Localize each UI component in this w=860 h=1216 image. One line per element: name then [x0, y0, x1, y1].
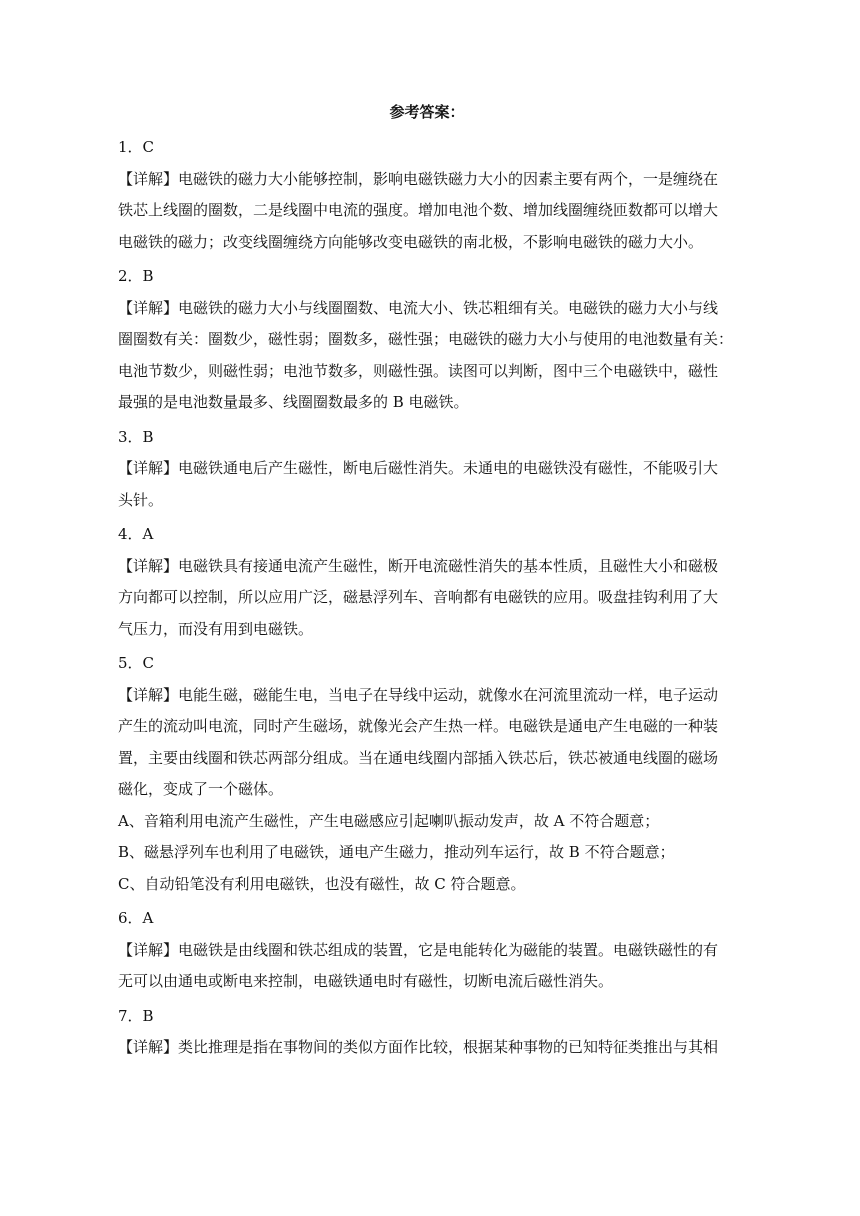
- answer-item-7: [118, 1001, 736, 1064]
- answer-item-2: [118, 261, 736, 419]
- explanation-line: 气压力，而没有用到电磁铁。: [118, 619, 314, 638]
- explanation-line: 方向都可以控制，所以应用广泛，磁悬浮列车、音响都有电磁铁的应用。吸盘挂钩利用了大: [118, 588, 719, 606]
- answer-item-4: [118, 519, 736, 645]
- answer-item-3: [118, 422, 736, 517]
- option-analysis-line: B、磁悬浮列车也利用了电磁铁，通电产生磁力，推动列车运行，故 B 不符合题意；: [118, 843, 675, 861]
- explanation-line: 【详解】电磁铁的磁力大小与线圈圈数、电流大小、铁芯粗细有关。电磁铁的磁力大小与线: [118, 298, 719, 317]
- answer-item-5: [118, 648, 736, 900]
- answer-key: 5．C: [118, 654, 155, 672]
- explanation-line: 【详解】电磁铁是由线圈和铁芯组成的装置，它是电能转化为磁能的装置。电磁铁磁性的有: [118, 940, 719, 959]
- explanation-line: 圈圈数有关：圈数少，磁性弱；圈数多，磁性强；电磁铁的磁力大小与使用的电池数量有关：: [118, 330, 734, 348]
- explanation-line: 【详解】电磁铁通电后产生磁性，断电后磁性消失。未通电的电磁铁没有磁性，不能吸引大: [118, 459, 719, 477]
- explanation-line: 【详解】电磁铁的磁力大小能够控制，影响电磁铁磁力大小的因素主要有两个，一是缠绕在: [118, 169, 719, 188]
- option-analysis-line: C、自动铅笔没有利用电磁铁，也没有磁性，故 C 符合题意。: [118, 874, 526, 893]
- answer-item-1: [118, 132, 736, 258]
- answer-key: 4．A: [118, 525, 154, 543]
- option-analysis-line: A、音箱利用电流产生磁性，产生电磁感应引起喇叭振动发声，故 A 不符合题意；: [118, 811, 660, 830]
- explanation-line: 【详解】电能生磁，磁能生电，当电子在导线中运动，就像水在河流里流动一样，电子运动: [118, 685, 719, 704]
- answer-key: 7．B: [118, 1006, 154, 1025]
- explanation-line: 电磁铁的磁力；改变线圈缠绕方向能够改变电磁铁的南北极，不影响电磁铁的磁力大小。: [118, 232, 704, 251]
- explanation-line: 无可以由通电或断电来控制，电磁铁通电时有磁性，切断电流后磁性消失。: [118, 972, 614, 990]
- explanation-line: 产生的流动叫电流，同时产生磁场，就像光会产生热一样。电磁铁是通电产生电磁的一种装: [118, 717, 719, 735]
- page-title: 参考答案：: [389, 103, 465, 121]
- explanation-line: 置，主要由线圈和铁芯两部分组成。当在通电线圈内部插入铁芯后，铁芯被通电线圈的磁场: [118, 748, 719, 767]
- answer-sheet: [118, 96, 736, 1064]
- explanation-line: 电池节数少，则磁性弱；电池节数多，则磁性强。读图可以判断，图中三个电磁铁中，磁性: [118, 361, 719, 380]
- answer-key: 3．B: [118, 427, 154, 446]
- explanation-line: 【详解】电磁铁具有接通电流产生磁性，断开电流磁性消失的基本性质，且磁性大小和磁极: [118, 556, 719, 575]
- answer-key: 1．C: [118, 138, 155, 156]
- explanation-line: 磁化，变成了一个磁体。: [118, 780, 284, 798]
- explanation-line: 铁芯上线圈的圈数，二是线圈中电流的强度。增加电池个数、增加线圈缠绕匝数都可以增大: [118, 201, 719, 219]
- explanation-line: 最强的是电池数量最多、线圈圈数最多的 B 电磁铁。: [118, 393, 469, 411]
- answer-key: 6．A: [118, 909, 154, 927]
- explanation-line: 头针。: [118, 490, 164, 509]
- answer-key: 2．B: [118, 267, 154, 285]
- answer-item-6: [118, 903, 736, 998]
- explanation-line: 【详解】类比推理是指在事物间的类似方面作比较，根据某种事物的已知特征类推出与其相: [118, 1038, 719, 1056]
